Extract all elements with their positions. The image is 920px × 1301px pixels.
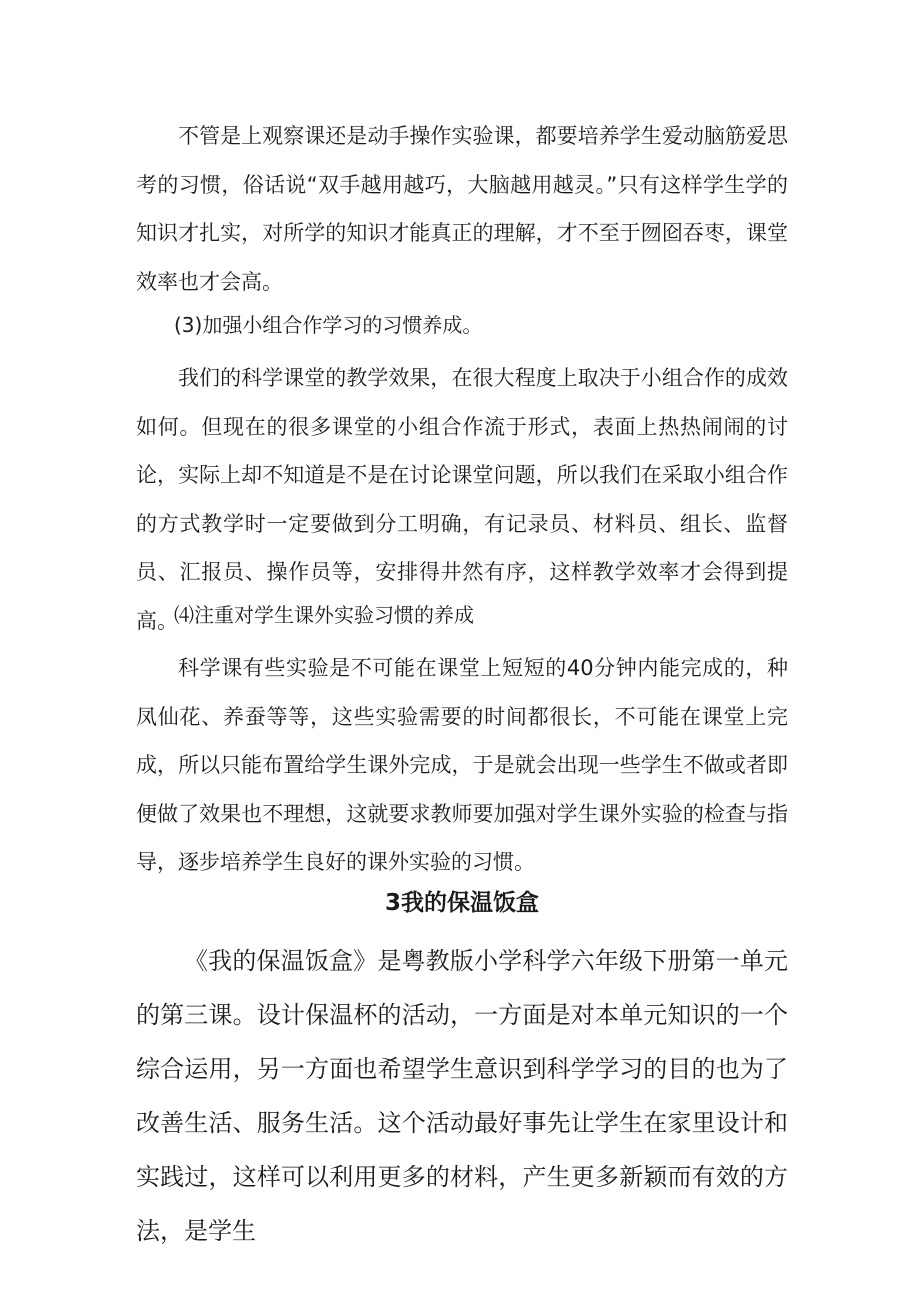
paragraph-observation-habits: 不管是上观察课还是动手操作实验课，都要培养学生爱动脑筋爱思考的习惯，俗话说“双手越用越巧，大脑越用越灵。”只有这样学生学的知识才扎实，对所学的知识才能真正的理解，才不至于囫囵吞枣，课堂效率也才会高。 (136, 124, 788, 294)
heading-group-cooperation: (3)加强小组合作学习的习惯养成。 (174, 313, 483, 337)
paragraph-group-cooperation: 我们的科学课堂的教学效果，在很大程度上取决于小组合作的成效如何。但现在的很多课堂的小组合作流于形式，表面上热热闹闹的讨论，实际上却不知道是不是在讨论课堂问题，所以我们在采取小组合作的方式教学时一定要做到分工明确，有记录员、材料员、组长、监督员、汇报员、操作员等，安排得井然有序，这样教学效率才会得到提高。 (136, 366, 788, 633)
paragraph-extracurricular-experiments: 科学课有些实验是不可能在课堂上短短的40分钟内能完成的，种凤仙花、养蚕等等，这些实验需要的时间都很长，不可能在课堂上完成，所以只能布置给学生课外完成，于是就会出现一些学生不做或者即便做了效果也不理想，这就要求教师要加强对学生课外实验的检查与指导，逐步培养学生良好的课外实验的习惯。 (136, 656, 788, 874)
paragraph-lunchbox-lesson: 《我的保温饭盒》是粤教版小学科学六年级下册第一单元的第三课。设计保温杯的活动，一方面是对本单元知识的一个综合运用，另一方面也希望学生意识到科学学习的目的也为了改善生活、服务生活。这个活动最好事先让学生在家里设计和实践过，这样可以利用更多的材料，产生更多新颖而有效的方法，是学生 (136, 947, 788, 1245)
section-title: 3我的保温饭盒 (384, 890, 539, 916)
heading-extracurricular-experiments: ⑷注重对学生课外实验习惯的养成 (174, 603, 474, 627)
